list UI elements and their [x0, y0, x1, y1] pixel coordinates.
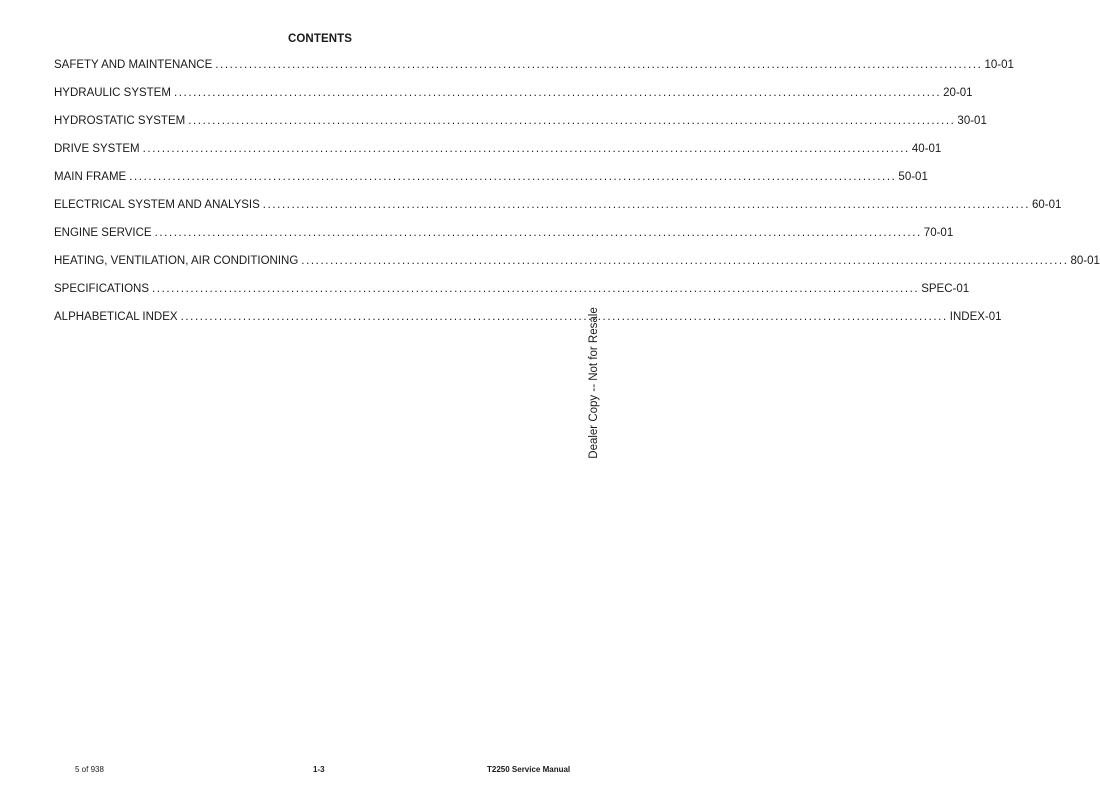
dot-leader: ................................................................................................................................................................ — [262, 199, 1031, 211]
dot-leader: ................................................................................................................................................................ — [142, 143, 910, 155]
toc-entry-engine-service[interactable] — [54, 227, 954, 255]
dot-leader: ................................................................................................................................................................ — [188, 115, 956, 127]
toc-entry-title: HEATING, VENTILATION, AIR CONDITIONING — [54, 255, 299, 267]
toc-entry-page: INDEX-01 — [949, 311, 1002, 323]
toc-entry-page: 50-01 — [898, 171, 928, 183]
manual-title: T2250 Service Manual — [487, 765, 571, 774]
toc-entry-title: SPECIFICATIONS — [54, 283, 149, 295]
toc-entry-title: ALPHABETICAL INDEX — [54, 311, 178, 323]
table-of-contents — [54, 59, 1100, 339]
toc-entry-title: DRIVE SYSTEM — [54, 143, 140, 155]
toc-entry-page: 40-01 — [911, 143, 942, 155]
toc-entry-title: ELECTRICAL SYSTEM AND ANALYSIS — [54, 199, 260, 211]
page-count: 5 of 938 — [75, 765, 104, 774]
dot-leader: ................................................................................................................................................................ — [129, 171, 897, 183]
dot-leader: ................................................................................................................................................................ — [301, 255, 1069, 267]
dot-leader: ................................................................................................................................................................ — [154, 227, 922, 239]
toc-entry-drive-system[interactable] — [54, 143, 942, 171]
toc-entry-title: MAIN FRAME — [54, 171, 127, 183]
page-title: CONTENTS — [287, 33, 353, 45]
page-number: 1-3 — [313, 765, 325, 774]
dot-leader: ................................................................................................................................................................ — [152, 283, 920, 295]
toc-entry-safety-and-maintenance[interactable] — [54, 59, 1014, 87]
toc-entry-page: SPEC-01 — [921, 283, 970, 295]
toc-entry-main-frame[interactable] — [54, 171, 928, 199]
toc-entry-title: ENGINE SERVICE — [54, 227, 152, 239]
toc-entry-hydraulic-system[interactable] — [54, 87, 973, 115]
toc-entry-specifications[interactable] — [54, 283, 970, 311]
toc-entry-page: 10-01 — [984, 59, 1014, 71]
toc-entry-page: 60-01 — [1032, 199, 1062, 211]
toc-entry-title: HYDROSTATIC SYSTEM — [54, 115, 186, 127]
toc-entry-heating-ventilation-air-conditioning[interactable] — [54, 255, 1100, 283]
toc-entry-page: 20-01 — [943, 87, 973, 99]
dot-leader: ................................................................................................................................................................ — [180, 311, 948, 323]
dot-leader: ................................................................................................................................................................ — [173, 87, 942, 99]
toc-entry-page: 30-01 — [957, 115, 987, 127]
toc-entry-electrical-system-and-analysis[interactable] — [54, 199, 1062, 227]
toc-entry-page: 70-01 — [923, 227, 954, 239]
toc-entry-alphabetical-index[interactable] — [54, 311, 1002, 339]
dealer-copy-stamp: Dealer Copy -- Not for Resale — [588, 307, 600, 459]
dot-leader: ................................................................................................................................................................ — [215, 59, 983, 71]
toc-entry-page: 80-01 — [1070, 255, 1100, 267]
toc-entry-title: SAFETY AND MAINTENANCE — [54, 59, 213, 71]
toc-entry-title: HYDRAULIC SYSTEM — [54, 87, 171, 99]
toc-entry-hydrostatic-system[interactable] — [54, 115, 987, 143]
